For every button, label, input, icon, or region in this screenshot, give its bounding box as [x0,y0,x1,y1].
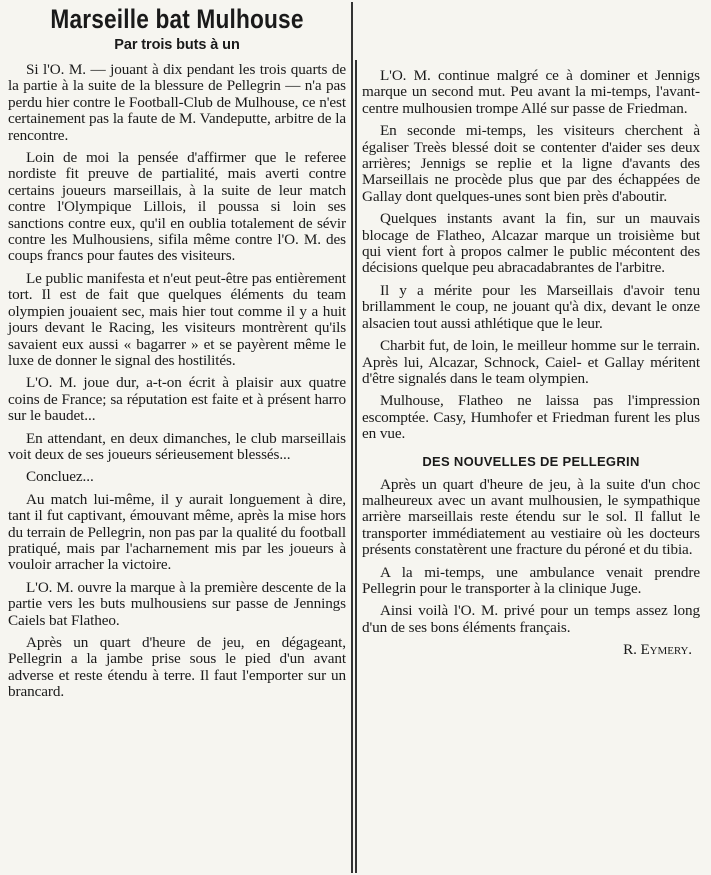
paragraph: L'O. M. joue dur, a-t-on écrit à plaisir aux quatre coins de France; sa réputation est faite et à présent harro sur le baudet... [8,374,346,425]
paragraph: Après un quart d'heure de jeu, à la suite d'un choc malheureux avec un avant mulhousien, le sympathique arrière marseillais reste étendu sur le sol. Il fallut le transporter immédiatement au vestiaire où les docteurs présents constatèrent une fracture du péroné et du tibia. [362,475,700,559]
paragraph: L'O. M. ouvre la marque à la première descente de la partie vers les buts mulhousiens sur passe de Jennings Caiels bat Flatheo. [8,578,346,629]
paragraph: Si l'O. M. — jouant à dix pendant les trois quarts de la partie à la suite de la blessure de Pellegrin — n'a pas perdu hier contre le Football-Club de Mulhouse, ce n'est certainement pas la faute de M. Vandeputte, arbitre de la rencontre. [8,61,346,144]
subheadline: Par trois buts à un [114,37,240,53]
paragraph: Il y a mérite pour les Marseillais d'avoir tenu brillamment le coup, ne jouant qu'à dix, devant le onze alsacien tout aussi athlétique que le leur. [362,281,700,332]
section-heading: DES NOUVELLES DE PELLEGRIN [422,453,640,469]
paragraph: En attendant, en deux dimanches, le club marseillais voit deux de ses joueurs sérieusement blessés... [8,429,346,463]
paragraph: L'O. M. continue malgré ce à dominer et Jennigs marque un second mut. Peu avant la mi-temps, l'avant-centre mulhousien trompe Allé sur passe de Friedman. [362,67,700,117]
paragraph: Mulhouse, Flatheo ne laissa pas l'impression escomptée. Casy, Humhofer et Friedman furent les plus en vue. [362,392,700,443]
paragraph: Charbit fut, de loin, le meilleur homme sur le terrain. Après lui, Alcazar, Schnock, Caiel- et Gallay méritent d'être signalés dans le team olympien. [362,337,700,387]
paragraph: Quelques instants avant la fin, sur un mauvais blocage de Flatheo, Alcazar marque un troisième but qui vient fort à propos calmer le public mécontent des décisions quelque peu abracadabrantes de l'arbitre. [362,210,700,277]
column-rule [351,2,353,873]
paragraph: A la mi-temps, une ambulance venait prendre Pellegrin pour le transporter à la clinique Juge. [362,563,700,597]
column-rule [355,60,357,873]
paragraph: En seconde mi-temps, les visiteurs cherchent à égaliser Treès blessé doit se contenter d'aider ses deux arrières; Jennigs se replie et la ligne d'avants des Marseillais ne procède plus que par des échappées de Gallay dont quelques-unes sont bien près d'aboutir. [362,122,700,205]
signature: R. Eymery. [623,641,692,659]
paragraph: Après un quart d'heure de jeu, en dégageant, Pellegrin a la jambe prise sous le pied d'un avant adverse et reste étendu à terre. Il faut l'emporter sur un brancard. [8,634,346,701]
paragraph: Le public manifesta et n'eut peut-être pas entièrement tort. Il est de fait que quelques éléments du team olympien jouaient sec, mais hier tout comme il y a huit jours devant le Racing, les visiteurs montrèrent qu'ils savaient eux aussi « bagarrer » et se payèrent même le luxe de donner le signal des hostilités. [8,269,346,369]
paragraph: Loin de moi la pensée d'affirmer que le referee nordiste fit preuve de partialité, mais averti contre certains joueurs marseillais, à la suite de leur match contre l'Olympique Lillois, il poussa si loin ses sanctions contre eux, qu'il en oublia totalement de sévir contre les Mulhousiens, sifila même contre l'O. M. des coups francs pour fautes des visiteurs. [8,149,346,265]
paragraph: Au match lui-même, il y aurait longuement à dire, tant il fut captivant, émouvant même, après la mise hors du terrain de Pellegrin, non pas par la qualité du football pratiqué, mais par l'acharnement mis par les joueurs à vouloir arracher la victoire. [8,490,346,574]
left-column [8,0,346,875]
paragraph: Concluez... [26,468,94,486]
right-column [362,68,700,875]
paragraph: Ainsi voilà l'O. M. privé pour un temps assez long d'un de ses bons éléments français. [362,602,700,636]
headline: Marseille bat Mulhouse [50,4,304,34]
